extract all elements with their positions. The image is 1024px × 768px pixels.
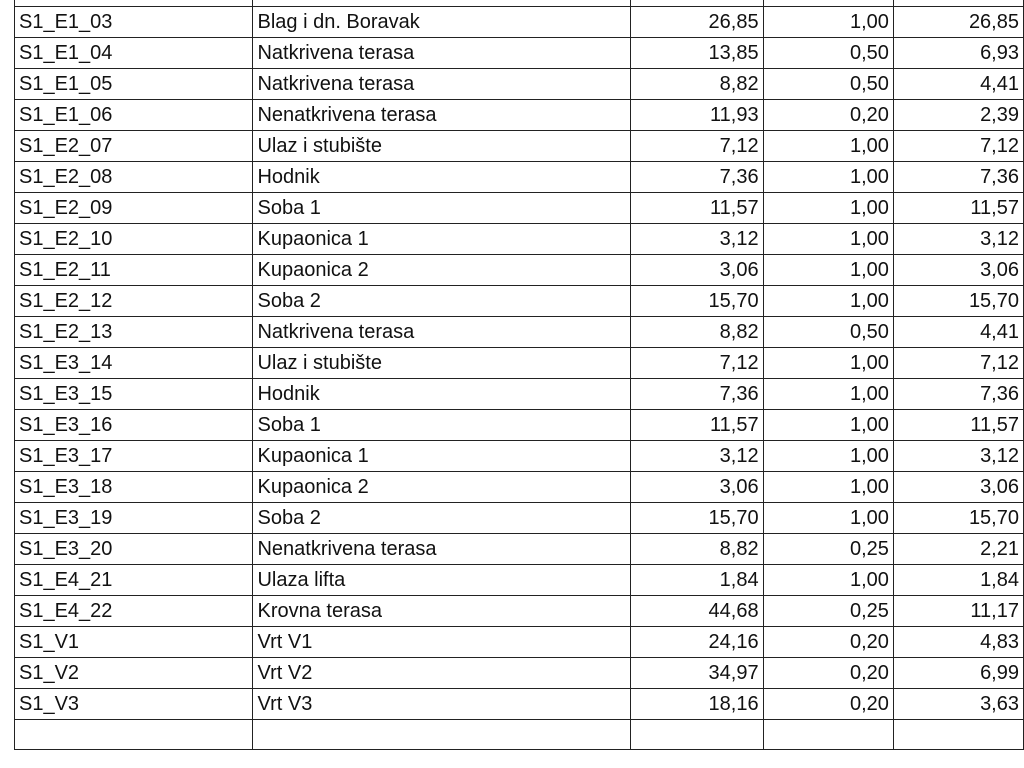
table-row xyxy=(15,69,1024,100)
coefficient-cell: 1,00 xyxy=(763,565,893,596)
table-row xyxy=(15,38,1024,69)
area-cell: 8,82 xyxy=(631,534,763,565)
area-cell: 3,12 xyxy=(631,441,763,472)
weighted-area-cell: 4,41 xyxy=(893,69,1023,100)
room-name-cell: Natkrivena terasa xyxy=(253,69,631,100)
table-row xyxy=(15,658,1024,689)
area-cell: 8,82 xyxy=(631,317,763,348)
room-code-cell: S1_V1 xyxy=(15,627,253,658)
area-cell: 34,97 xyxy=(631,658,763,689)
area-cell: 11,93 xyxy=(631,100,763,131)
room-name-cell: Vrt V2 xyxy=(253,658,631,689)
area-cell: 15,70 xyxy=(631,503,763,534)
room-name-cell: Soba 1 xyxy=(253,193,631,224)
table-row xyxy=(15,7,1024,38)
area-cell: 11,57 xyxy=(631,410,763,441)
weighted-area-cell: 26,85 xyxy=(893,7,1023,38)
coefficient-cell: 1,00 xyxy=(763,255,893,286)
room-code-cell xyxy=(15,720,253,750)
room-code-cell: S1_E3_20 xyxy=(15,534,253,565)
weighted-area-cell: 3,63 xyxy=(893,689,1023,720)
weighted-area-cell: 2,39 xyxy=(893,100,1023,131)
room-name-cell: Natkrivena terasa xyxy=(253,38,631,69)
room-code-cell: S1_E2_09 xyxy=(15,193,253,224)
coefficient-cell xyxy=(763,720,893,750)
room-code-cell: S1_E1_05 xyxy=(15,69,253,100)
coefficient-cell: 1,00 xyxy=(763,379,893,410)
room-name-cell: Natkrivena terasa xyxy=(253,317,631,348)
table-row xyxy=(15,472,1024,503)
weighted-area-cell xyxy=(893,720,1023,750)
weighted-area-cell: 11,57 xyxy=(893,193,1023,224)
coefficient-cell: 1,00 xyxy=(763,224,893,255)
room-code-cell: S1_V2 xyxy=(15,658,253,689)
table-row xyxy=(15,162,1024,193)
room-name-cell: Nenatkrivena terasa xyxy=(253,534,631,565)
coefficient-cell: 1,00 xyxy=(763,131,893,162)
room-name-cell: Vrt V3 xyxy=(253,689,631,720)
table-row xyxy=(15,224,1024,255)
room-code-cell: S1_E2_11 xyxy=(15,255,253,286)
room-code-cell: S1_E3_19 xyxy=(15,503,253,534)
area-cell: 26,85 xyxy=(631,7,763,38)
room-code-cell: S1_E3_17 xyxy=(15,441,253,472)
coefficient-cell: 0,50 xyxy=(763,69,893,100)
table-row xyxy=(15,503,1024,534)
coefficient-cell: 0,50 xyxy=(763,38,893,69)
room-code-cell: S1_E1_04 xyxy=(15,38,253,69)
room-code-cell: S1_E1_06 xyxy=(15,100,253,131)
table-row xyxy=(15,627,1024,658)
room-code-cell: S1_E2_13 xyxy=(15,317,253,348)
area-cell: 3,06 xyxy=(631,255,763,286)
coefficient-cell: 0,50 xyxy=(763,317,893,348)
weighted-area-cell: 6,99 xyxy=(893,658,1023,689)
area-cell: 7,36 xyxy=(631,379,763,410)
coefficient-cell: 0,20 xyxy=(763,689,893,720)
room-name-cell: Nenatkrivena terasa xyxy=(253,100,631,131)
area-cell: 18,16 xyxy=(631,689,763,720)
weighted-area-cell: 2,21 xyxy=(893,534,1023,565)
room-name-cell: Soba 2 xyxy=(253,286,631,317)
weighted-area-cell: 4,41 xyxy=(893,317,1023,348)
room-code-cell: S1_E3_18 xyxy=(15,472,253,503)
room-code-cell: S1_E3_15 xyxy=(15,379,253,410)
weighted-area-cell: 3,12 xyxy=(893,224,1023,255)
table-row xyxy=(15,286,1024,317)
area-cell: 11,57 xyxy=(631,193,763,224)
area-cell: 15,70 xyxy=(631,286,763,317)
room-name-cell: Soba 2 xyxy=(253,503,631,534)
table-row xyxy=(15,348,1024,379)
coefficient-cell: 0,25 xyxy=(763,534,893,565)
room-name-cell: Kupaonica 1 xyxy=(253,441,631,472)
area-cell xyxy=(631,720,763,750)
weighted-area-cell: 11,17 xyxy=(893,596,1023,627)
room-name-cell: Kupaonica 2 xyxy=(253,472,631,503)
coefficient-cell: 0,20 xyxy=(763,627,893,658)
weighted-area-cell: 7,12 xyxy=(893,131,1023,162)
room-name-cell: Hodnik xyxy=(253,379,631,410)
area-cell: 3,06 xyxy=(631,472,763,503)
table-row xyxy=(15,100,1024,131)
room-name-cell: Hodnik xyxy=(253,162,631,193)
coefficient-cell: 1,00 xyxy=(763,503,893,534)
room-name-cell: Ulaza lifta xyxy=(253,565,631,596)
weighted-area-cell: 15,70 xyxy=(893,286,1023,317)
table-row xyxy=(15,534,1024,565)
room-name-cell xyxy=(253,720,631,750)
table-row xyxy=(15,131,1024,162)
coefficient-cell: 1,00 xyxy=(763,472,893,503)
area-table xyxy=(14,0,1024,750)
area-cell: 24,16 xyxy=(631,627,763,658)
area-cell: 44,68 xyxy=(631,596,763,627)
room-code-cell: S1_E3_14 xyxy=(15,348,253,379)
coefficient-cell: 1,00 xyxy=(763,162,893,193)
table-row xyxy=(15,689,1024,720)
room-code-cell: S1_E4_21 xyxy=(15,565,253,596)
weighted-area-cell: 15,70 xyxy=(893,503,1023,534)
area-cell: 7,12 xyxy=(631,348,763,379)
area-cell: 8,82 xyxy=(631,69,763,100)
room-code-cell: S1_E2_12 xyxy=(15,286,253,317)
table-row xyxy=(15,441,1024,472)
weighted-area-cell: 4,83 xyxy=(893,627,1023,658)
room-code-cell: S1_E2_08 xyxy=(15,162,253,193)
coefficient-cell: 0,20 xyxy=(763,658,893,689)
coefficient-cell: 1,00 xyxy=(763,193,893,224)
room-name-cell: Kupaonica 1 xyxy=(253,224,631,255)
weighted-area-cell: 3,06 xyxy=(893,255,1023,286)
area-table-body xyxy=(15,0,1024,750)
coefficient-cell: 0,20 xyxy=(763,100,893,131)
coefficient-cell: 1,00 xyxy=(763,348,893,379)
coefficient-cell: 1,00 xyxy=(763,7,893,38)
coefficient-cell: 0,25 xyxy=(763,596,893,627)
table-row xyxy=(15,720,1024,750)
room-name-cell: Ulaz i stubište xyxy=(253,348,631,379)
area-cell: 7,12 xyxy=(631,131,763,162)
weighted-area-cell: 7,36 xyxy=(893,162,1023,193)
room-name-cell: Kupaonica 2 xyxy=(253,255,631,286)
room-code-cell: S1_V3 xyxy=(15,689,253,720)
weighted-area-cell: 6,93 xyxy=(893,38,1023,69)
room-code-cell: S1_E2_10 xyxy=(15,224,253,255)
weighted-area-cell: 7,12 xyxy=(893,348,1023,379)
weighted-area-cell: 1,84 xyxy=(893,565,1023,596)
weighted-area-cell: 7,36 xyxy=(893,379,1023,410)
area-cell: 1,84 xyxy=(631,565,763,596)
area-cell: 7,36 xyxy=(631,162,763,193)
table-row xyxy=(15,410,1024,441)
room-code-cell: S1_E1_03 xyxy=(15,7,253,38)
room-code-cell: S1_E4_22 xyxy=(15,596,253,627)
room-name-cell: Krovna terasa xyxy=(253,596,631,627)
coefficient-cell: 1,00 xyxy=(763,286,893,317)
area-cell: 13,85 xyxy=(631,38,763,69)
room-code-cell: S1_E2_07 xyxy=(15,131,253,162)
weighted-area-cell: 11,57 xyxy=(893,410,1023,441)
coefficient-cell: 1,00 xyxy=(763,410,893,441)
table-row xyxy=(15,193,1024,224)
table-row xyxy=(15,596,1024,627)
room-code-cell: S1_E3_16 xyxy=(15,410,253,441)
table-row xyxy=(15,565,1024,596)
table-row xyxy=(15,255,1024,286)
room-name-cell: Blag i dn. Boravak xyxy=(253,7,631,38)
room-name-cell: Ulaz i stubište xyxy=(253,131,631,162)
area-cell: 3,12 xyxy=(631,224,763,255)
table-row xyxy=(15,317,1024,348)
room-name-cell: Soba 1 xyxy=(253,410,631,441)
room-name-cell: Vrt V1 xyxy=(253,627,631,658)
weighted-area-cell: 3,12 xyxy=(893,441,1023,472)
weighted-area-cell: 3,06 xyxy=(893,472,1023,503)
table-row xyxy=(15,379,1024,410)
coefficient-cell: 1,00 xyxy=(763,441,893,472)
